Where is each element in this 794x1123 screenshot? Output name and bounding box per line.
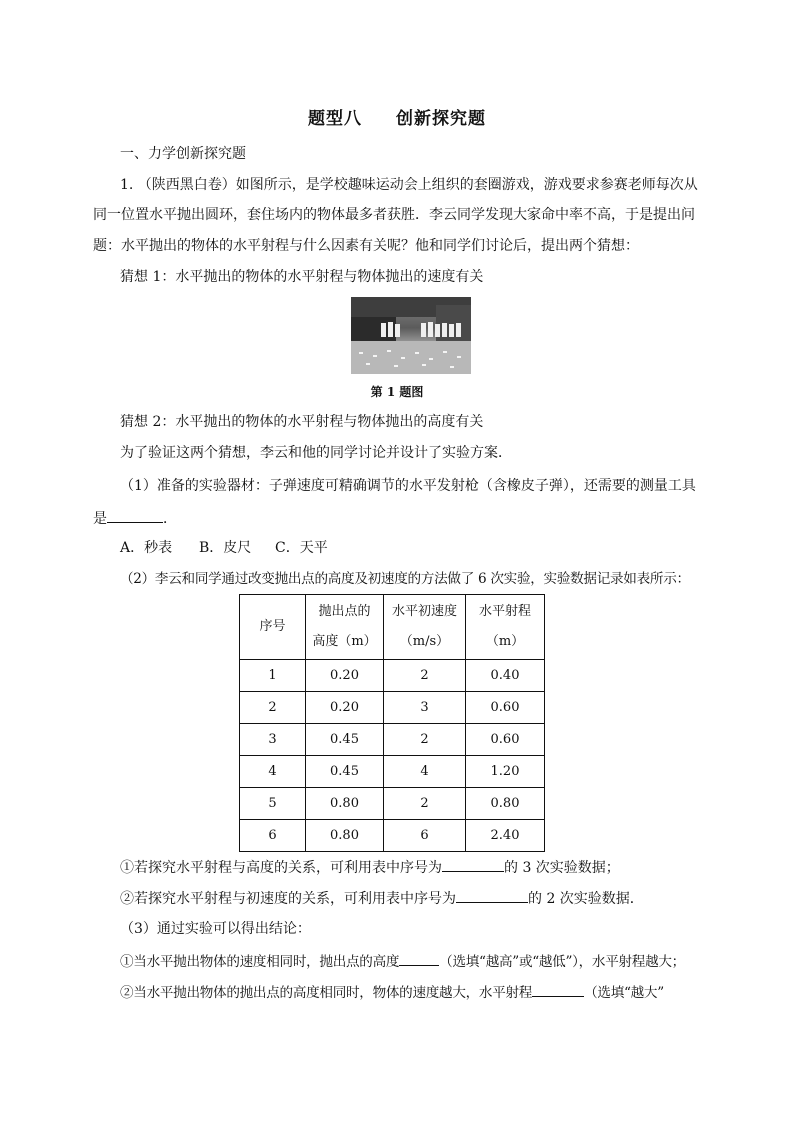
table-cell: 2 xyxy=(384,724,466,756)
page-title xyxy=(0,104,794,129)
table-row xyxy=(240,820,545,852)
table-cell: 0.80 xyxy=(306,788,384,820)
answer-blank-velocity[interactable] xyxy=(456,888,528,903)
concl2-prefix: ②当水平抛出物体的抛出点的高度相同时，物体的速度越大，水平射程 xyxy=(120,985,533,1001)
part2-intro: （2）李云和同学通过改变抛出点的高度及初速度的方法做了 6 次实验，实验数据记录如表所示： xyxy=(120,571,690,587)
table-cell: 0.20 xyxy=(306,660,384,692)
table-cell: 3 xyxy=(384,692,466,724)
concl1-prefix: ①当水平抛出物体的速度相同时，抛出点的高度 xyxy=(120,954,400,970)
concl2-suffix: （选填“越大” xyxy=(584,985,664,1001)
part1-suffix: ． xyxy=(163,511,177,527)
verify-line: 为了验证这两个猜想，李云和他的同学讨论并设计了实验方案． xyxy=(120,445,512,461)
table-cell: 6 xyxy=(384,820,466,852)
answer-blank-tool[interactable] xyxy=(107,508,163,523)
concl1-suffix: （选填“越高”或“越低”），水平射程越大； xyxy=(439,954,685,970)
table-row xyxy=(240,724,545,756)
header-cell: 抛出点的 高度（m） xyxy=(306,595,384,660)
sub1-suffix: 的 3 次实验数据； xyxy=(504,860,620,876)
table-cell: 0.80 xyxy=(306,820,384,852)
table-cell: 6 xyxy=(240,820,306,852)
table-row xyxy=(240,756,545,788)
title-part2: 创新探究题 xyxy=(396,109,486,129)
part1-line-2 xyxy=(93,508,177,528)
guess-1: 猜想 1：水平抛出的物体的水平射程与物体抛出的速度有关 xyxy=(120,269,484,285)
table-cell: 4 xyxy=(384,756,466,788)
header-cell: 水平射程 （m） xyxy=(466,595,545,660)
table-cell: 0.40 xyxy=(466,660,545,692)
table-cell: 2.40 xyxy=(466,820,545,852)
header-cell: 序号 xyxy=(240,595,306,660)
sub2-suffix: 的 2 次实验数据． xyxy=(528,891,644,907)
sub2-prefix: ②若探究水平射程与初速度的关系，可利用表中序号为 xyxy=(120,891,456,907)
part3-intro: （3）通过实验可以得出结论： xyxy=(120,921,311,937)
guess-2: 猜想 2：水平抛出的物体的水平射程与物体抛出的高度有关 xyxy=(120,414,484,430)
option-c: C．天平 xyxy=(275,540,328,556)
table-cell: 2 xyxy=(240,692,306,724)
figure-caption: 第 1 题图 xyxy=(370,385,424,399)
table-cell: 2 xyxy=(384,660,466,692)
sub-question-2 xyxy=(120,888,644,908)
ring-toss-photo xyxy=(351,297,471,374)
table-cell: 0.45 xyxy=(306,756,384,788)
answer-blank-height[interactable] xyxy=(442,857,504,872)
table-cell: 0.80 xyxy=(466,788,545,820)
table-header-row xyxy=(240,595,545,660)
q1-line-3: 题：水平抛出的物体的水平射程与什么因素有关呢？他和同学们讨论后，提出两个猜想： xyxy=(93,238,639,254)
sub1-prefix: ①若探究水平射程与高度的关系，可利用表中序号为 xyxy=(120,860,442,876)
table-cell: 2 xyxy=(384,788,466,820)
data-table xyxy=(239,594,545,852)
table-row xyxy=(240,692,545,724)
table-cell: 4 xyxy=(240,756,306,788)
option-a: A．秒表 xyxy=(120,540,173,556)
table-row xyxy=(240,788,545,820)
table-cell: 3 xyxy=(240,724,306,756)
q1-line-1: 1. （陕西黑白卷）如图所示，是学校趣味运动会上组织的套圈游戏，游戏要求参赛老师每次从 xyxy=(120,177,698,193)
title-part1: 题型八 xyxy=(308,109,362,129)
q1-line-2: 同一位置水平抛出圆环，套住场内的物体最多者获胜．李云同学发现大家命中率不高，于是提出问 xyxy=(93,207,695,223)
header-cell: 水平初速度 （m/s） xyxy=(384,595,466,660)
table-row xyxy=(240,660,545,692)
answer-blank-conclusion-1[interactable] xyxy=(399,951,439,966)
sub-question-1 xyxy=(120,857,620,877)
section-heading: 一、力学创新探究题 xyxy=(120,146,246,162)
conclusion-1 xyxy=(120,951,685,971)
table-cell: 1.20 xyxy=(466,756,545,788)
conclusion-2 xyxy=(120,982,664,1002)
table-cell: 5 xyxy=(240,788,306,820)
answer-blank-conclusion-2[interactable] xyxy=(532,982,584,997)
table-cell: 0.60 xyxy=(466,692,545,724)
table-cell: 0.20 xyxy=(306,692,384,724)
table-cell: 0.60 xyxy=(466,724,545,756)
table-cell: 0.45 xyxy=(306,724,384,756)
table-cell: 1 xyxy=(240,660,306,692)
part1-line-1: （1）准备的实验器材：子弹速度可精确调节的水平发射枪（含橡皮子弹），还需要的测量工具 xyxy=(120,478,696,494)
part1-prefix: 是 xyxy=(93,511,107,527)
option-b: B．皮尺 xyxy=(199,540,252,556)
ring-toss-scene xyxy=(351,297,471,374)
